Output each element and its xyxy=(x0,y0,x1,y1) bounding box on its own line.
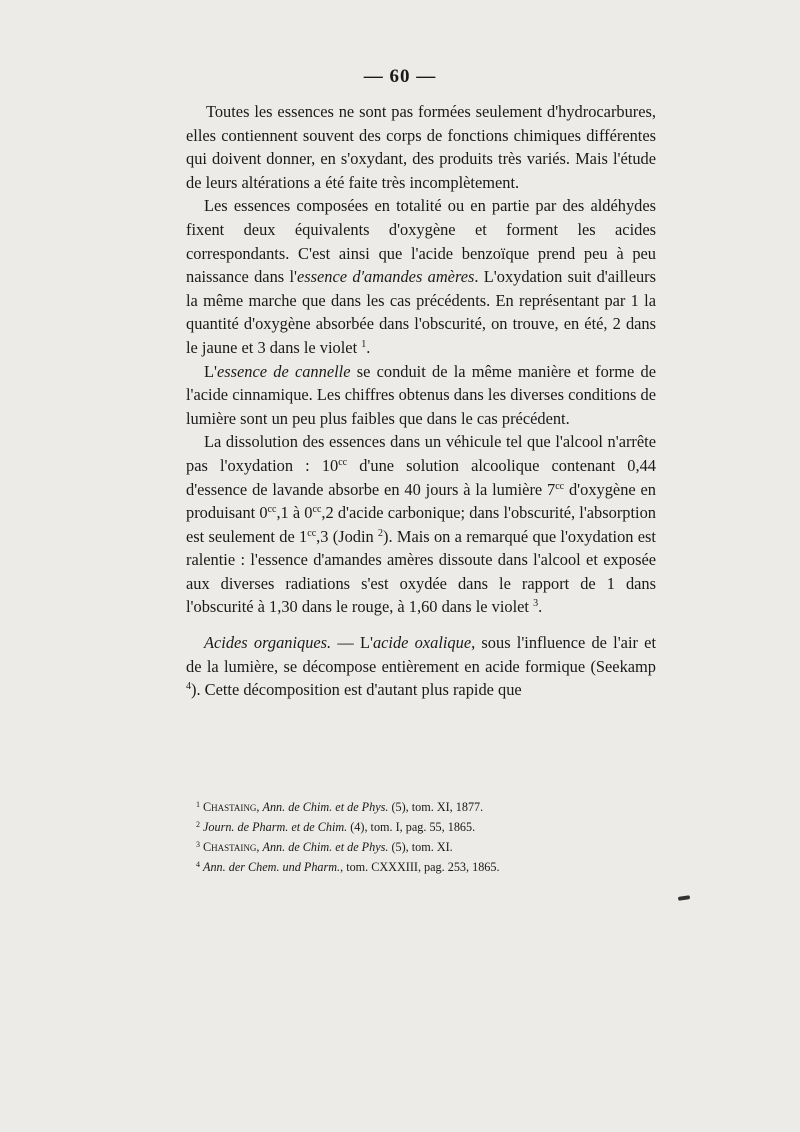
footnote-mark: 2 xyxy=(196,820,200,829)
paragraph-2 xyxy=(186,194,656,359)
footnote-3 xyxy=(196,836,656,856)
paragraph-4-text-d: ,1 à 0 xyxy=(276,503,313,523)
unit-cc: cc xyxy=(312,504,322,516)
footnote-author: Chastaing xyxy=(203,800,257,814)
footnote-ref-3: 3 xyxy=(533,598,539,610)
paragraph-2-italic: essence d'amandes amères xyxy=(296,267,475,287)
footnote-sep: , xyxy=(256,840,263,854)
footnote-ref-1: 1 xyxy=(361,338,367,350)
paragraph-2-text-a: Les essences composées en totalité ou en partie par des aldéhydes fixent deux équivalents d'oxygène et forment les acides correspondants. C'est ainsi que l'acide benzoïque prend peu à peu naissance dans l' xyxy=(186,196,656,287)
footnote-rest: (5), tom. XI. xyxy=(388,840,453,854)
paragraph-3-italic: essence de cannelle xyxy=(216,361,351,381)
paragraph-4-end: . xyxy=(538,597,543,617)
section-heading-italic: Acides organiques. xyxy=(204,633,332,653)
paragraph-4-text-b: d'une solution alcoolique contenant 0,44 d'essence de lavande absorbe en 40 jours à la lumière 7 xyxy=(186,455,656,499)
paragraph-1 xyxy=(186,100,656,194)
unit-cc: cc xyxy=(307,527,317,539)
paragraph-3 xyxy=(186,360,656,431)
footnotes xyxy=(196,796,656,876)
paragraph-4-text-e: ,2 d'acide carbonique; dans l'obscurité, l'absorption est seulement de 1 xyxy=(186,503,656,546)
footnote-ref-2: 2 xyxy=(378,527,384,539)
paragraph-5-italic: acide oxalique xyxy=(372,633,472,653)
footnote-rest: (5), tom. XI, 1877. xyxy=(388,800,484,814)
footnote-ref-4: 4 xyxy=(186,681,191,693)
footnote-title: Ann. de Chim. et de Phys. xyxy=(262,800,389,814)
body-text xyxy=(186,100,656,702)
footnote-mark: 4 xyxy=(196,860,200,869)
footnote-1 xyxy=(196,796,656,816)
page-number: — 60 — xyxy=(363,66,437,87)
paragraph-3-text-a: L' xyxy=(204,361,217,381)
footnote-rest: (4), tom. I, pag. 55, 1865. xyxy=(347,820,476,834)
paragraph-4-text-g: ). Mais on a remarqué que l'oxydation est ralentie : l'essence d'amandes amères dissoute dans l'alcool et exposée aux diverses radiations s'est oxydée dans le rapport de 1 dans l'obscurité à 1,30 dans le rouge, à 1,60 dans le violet xyxy=(186,526,656,617)
paragraph-4-text-a: La dissolution des essences dans un véhicule tel que l'alcool n'arrête pas l'oxydation : 10 xyxy=(186,432,656,475)
footnote-title: Ann. der Chem. und Pharm. xyxy=(203,860,341,874)
paragraph-5-text-b: , sous l'influence de l'air et de la lumière, se décompose entièrement en acide formique (Seekamp xyxy=(186,633,657,676)
paragraph-2-end: . xyxy=(366,337,371,357)
paragraph-5-text-a: — L' xyxy=(331,633,373,653)
unit-cc: cc xyxy=(267,504,277,516)
paragraph-4-text-f: ,3 (Jodin xyxy=(316,526,374,546)
paragraph-4 xyxy=(186,430,656,619)
footnote-mark: 1 xyxy=(196,800,200,809)
footnote-rest: , tom. CXXXIII, pag. 253, 1865. xyxy=(340,860,500,874)
paragraph-2-text-b: . L'oxydation suit d'ailleurs la même marche que dans les cas précédents. En représentant par 1 la quantité d'oxygène absorbée dans l'obscurité, on trouve, en été, 2 dans le jaune et 3 dans le violet xyxy=(186,267,657,357)
footnote-title: Journ. de Pharm. et de Chim. xyxy=(203,820,348,834)
footnote-author: Chastaing xyxy=(203,840,257,854)
footnote-4 xyxy=(196,856,656,876)
paragraph-5-text-c: ). Cette décomposition est d'autant plus rapide que xyxy=(191,680,522,700)
unit-cc: cc xyxy=(338,456,348,468)
paragraph-4-text-c: d'oxygène en produisant 0 xyxy=(186,479,656,523)
footnote-sep: , xyxy=(256,800,263,814)
footnote-mark: 3 xyxy=(196,840,200,849)
paragraph-1-text: Toutes les essences ne sont pas formées seulement d'hydrocarbures, elles contiennent souvent des corps de fonctions chimiques différentes qui doivent donner, en s'oxydant, des produits très variés. Mais l'étude de leurs altérations a été faite très incomplètement. xyxy=(186,102,656,192)
ink-speck xyxy=(678,895,690,901)
footnote-2 xyxy=(196,816,656,836)
footnote-title: Ann. de Chim. et de Phys. xyxy=(262,840,389,854)
paragraph-3-text-b: se conduit de la même manière et forme de l'acide cinnamique. Les chiffres obtenus dans les diverses conditions de lumière sont un peu plus faibles que dans le cas précédent. xyxy=(186,361,656,428)
unit-cc: cc xyxy=(555,480,565,492)
paragraph-5 xyxy=(186,631,656,702)
